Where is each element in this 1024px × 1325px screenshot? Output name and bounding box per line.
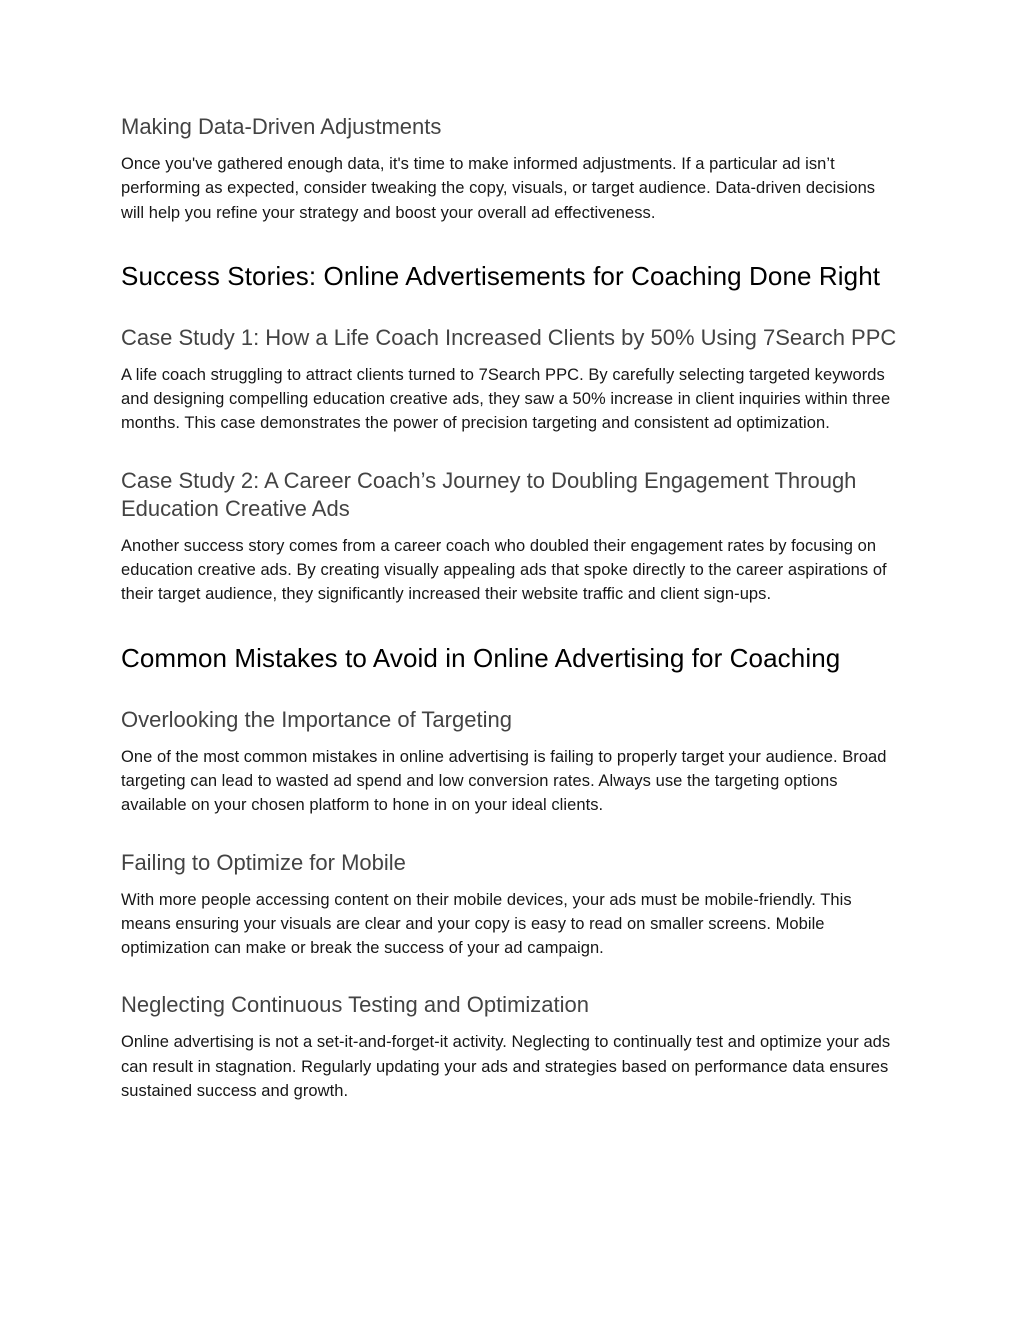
- heading-success-stories: Success Stories: Online Advertisements for Coaching Done Right: [121, 260, 881, 291]
- heading-case-study-1: Case Study 1: How a Life Coach Increased Clients by 50% Using 7Search PPC: [121, 324, 897, 350]
- heading-common-mistakes: Common Mistakes to Avoid in Online Advertising for Coaching: [121, 642, 841, 673]
- heading-overlooking-targeting: Overlooking the Importance of Targeting: [121, 706, 512, 732]
- paragraph-neglecting-testing: Online advertising is not a set-it-and-forget-it activity. Neglecting to continually test and optimize your ads can result in stagnation. Regularly updating your ads and strategies based on performance data ensures sustained success and growth.: [121, 1033, 891, 1101]
- paragraph-case-study-2: Another success story comes from a career coach who doubled their engagement rates by focusing on education creative ads. By creating visually appealing ads that spoke directly to the career aspirations of their target audience, they significantly increased their website traffic and client sign-ups.: [121, 536, 887, 604]
- heading-making-data-driven-adjustments: Making Data-Driven Adjustments: [121, 114, 442, 139]
- heading-neglecting-testing: Neglecting Continuous Testing and Optimization: [121, 992, 589, 1018]
- document-body: [121, 113, 899, 1103]
- heading-failing-optimize-mobile: Failing to Optimize for Mobile: [121, 849, 406, 875]
- paragraph-case-study-1: A life coach struggling to attract clients turned to 7Search PPC. By carefully selecting targeted keywords and designing compelling education creative ads, they saw a 50% increase in client inquiries within three months. This case demonstrates the power of precision targeting and consistent ad optimization.: [121, 365, 891, 433]
- paragraph-overlooking-targeting: One of the most common mistakes in online advertising is failing to properly target your audience. Broad targeting can lead to wasted ad spend and low conversion rates. Always use the targeting options available on your chosen platform to hone in on your ideal clients.: [121, 747, 887, 815]
- heading-case-study-2: Case Study 2: A Career Coach’s Journey to Doubling Engagement Through Education Creative Ads: [121, 467, 857, 521]
- paragraph-data-driven-adjustments: Once you've gathered enough data, it's time to make informed adjustments. If a particular ad isn’t performing as expected, consider tweaking the copy, visuals, or target audience. Data-driven decisions will help you refine your strategy and boost your overall ad effectiveness.: [121, 155, 876, 222]
- paragraph-failing-optimize-mobile: With more people accessing content on their mobile devices, your ads must be mobile-friendly. This means ensuring your visuals are clear and your copy is easy to read on smaller screens. Mobile optimization can make or break the success of your ad campaign.: [121, 890, 852, 958]
